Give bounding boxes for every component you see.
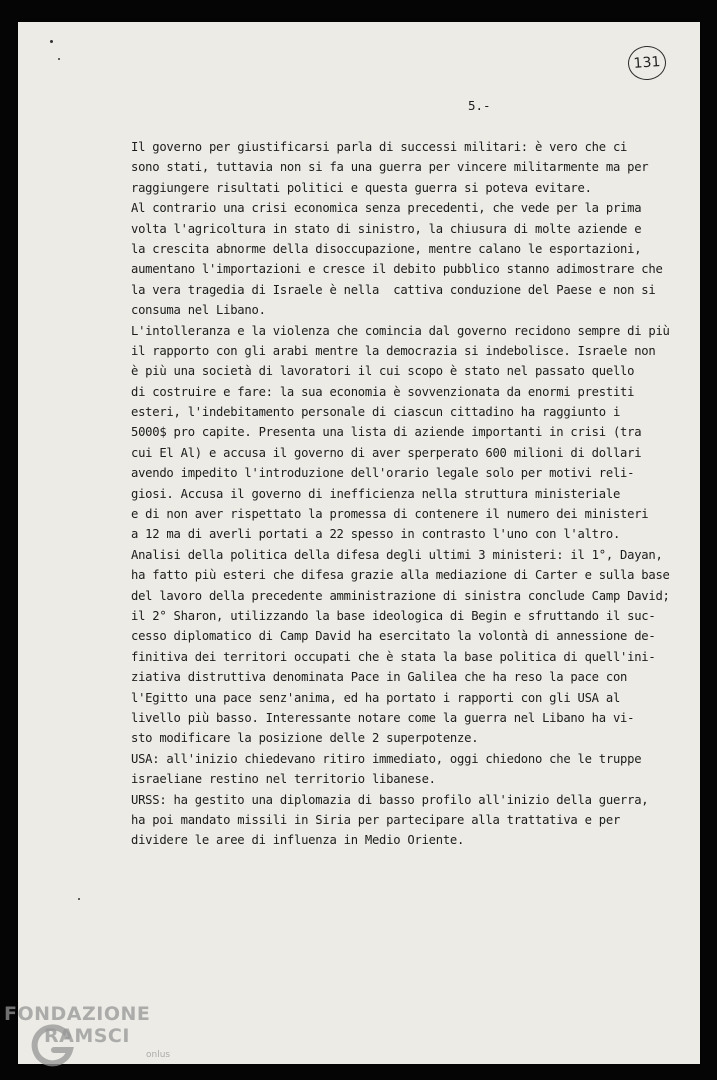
text-line: ziativa distruttiva denominata Pace in Galilea che ha reso la pace con <box>131 670 628 685</box>
text-line: la vera tragedia di Israele è nella cattiva conduzione del Paese e non si <box>131 282 656 297</box>
text-line: Analisi della politica della difesa degli ultimi 3 ministeri: il 1°, Dayan, <box>131 547 663 562</box>
text-line: del lavoro della precedente amministrazione di sinistra conclude Camp David; <box>131 588 670 603</box>
text-line: l'Egitto una pace senz'anima, ed ha portato i rapporti con gli USA al <box>131 690 621 705</box>
text-line: cui El Al) e accusa il governo di aver sperperato 600 milioni di dollari <box>131 445 642 460</box>
text-line: di costruire e fare: la sua economia è sovvenzionata da enormi prestiti <box>131 384 635 399</box>
text-line: consuma nel Libano. <box>131 303 266 318</box>
text-line: il 2° Sharon, utilizzando la base ideologica di Begin e sfruttando il suc- <box>131 608 656 623</box>
text-line: israeliane restino nel territorio libanese. <box>131 772 436 787</box>
text-line: è più una società di lavoratori il cui scopo è stato nel passato quello <box>131 364 635 379</box>
paper-speck <box>50 40 53 43</box>
watermark-sub: onlus <box>146 1050 171 1060</box>
text-line: a 12 ma di averli portati a 22 spesso in contrasto l'uno con l'altro. <box>131 527 621 542</box>
text-line: 5000$ pro capite. Presenta una lista di aziende importanti in crisi (tra <box>131 425 642 440</box>
text-line: L'intolleranza e la violenza che comincia dal governo recidono sempre di più <box>131 323 670 338</box>
archive-number-stamp: 131 <box>627 45 667 82</box>
watermark <box>4 1003 150 1047</box>
text-line: sto modificare la posizione delle 2 superpotenze. <box>131 731 479 746</box>
page-number: 5.- <box>468 98 491 113</box>
text-line: aumentano l'importazioni e cresce il debito pubblico stanno adimostrare che <box>131 262 663 277</box>
text-line: raggiungere risultati politici e questa guerra si poteva evitare. <box>131 180 592 195</box>
text-line: sono stati, tuttavia non si fa una guerra per vincere militarmente ma per <box>131 160 649 175</box>
watermark-line1: FONDAZIONE <box>4 1003 151 1025</box>
text-line: dividere le aree di influenza in Medio Oriente. <box>131 833 465 848</box>
text-line: giosi. Accusa il governo di inefficienza nella struttura ministeriale <box>131 486 621 501</box>
text-line: Al contrario una crisi economica senza precedenti, che vede per la prima <box>131 201 642 216</box>
text-line: esteri, l'indebitamento personale di ciascun cittadino ha raggiunto i <box>131 405 621 420</box>
document-body <box>131 137 671 851</box>
text-line: la crescita abnorme della disoccupazione, mentre calano le esportazioni, <box>131 241 642 256</box>
text-line: ha poi mandato missili in Siria per partecipare alla trattativa e per <box>131 812 621 827</box>
text-line: volta l'agricoltura in stato di sinistro, la chiusura di molte aziende e <box>131 221 642 236</box>
text-line: il rapporto con gli arabi mentre la democrazia si indebolisce. Israele non <box>131 343 656 358</box>
text-line: avendo impedito l'introduzione dell'orario legale solo per motivi reli- <box>131 466 635 481</box>
text-line: finitiva dei territori occupati che è stata la base politica di quell'ini- <box>131 649 656 664</box>
text-line: livello più basso. Interessante notare come la guerra nel Libano ha vi- <box>131 710 635 725</box>
text-line: URSS: ha gestito una diplomazia di basso profilo all'inizio della guerra, <box>131 792 649 807</box>
paper-speck <box>78 898 80 900</box>
text-line: USA: all'inizio chiedevano ritiro immediato, oggi chiedono che le truppe <box>131 751 642 766</box>
watermark-line2: RAMSCI <box>44 1025 130 1047</box>
text-line: cesso diplomatico di Camp David ha esercitato la volontà di annessione de- <box>131 629 656 644</box>
text-line: ha fatto più esteri che difesa grazie alla mediazione di Carter e sulla base <box>131 568 670 583</box>
text-line: e di non aver rispettato la promessa di contenere il numero dei ministeri <box>131 507 649 522</box>
text-line: Il governo per giustificarsi parla di successi militari: è vero che ci <box>131 140 628 154</box>
paper-speck <box>58 58 60 60</box>
